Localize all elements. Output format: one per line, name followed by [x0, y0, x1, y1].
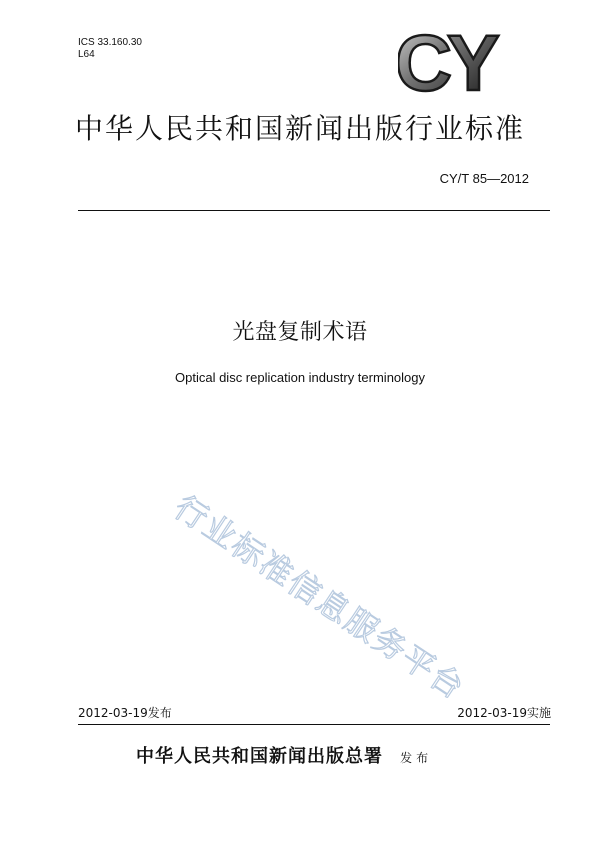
document-title-en: Optical disc replication industry terminology — [175, 370, 425, 385]
standard-title: 中华人民共和国新闻出版行业标准 — [75, 112, 526, 145]
issuer-line — [136, 745, 432, 770]
classification-block — [78, 37, 142, 61]
issuer-action: 发布 — [400, 751, 433, 765]
bottom-divider — [78, 724, 550, 725]
issuer-name: 中华人民共和国新闻出版总署 — [136, 746, 383, 767]
classification-code: L64 — [78, 49, 95, 60]
top-divider — [78, 210, 550, 211]
publish-date: 2012-03-19发布 — [78, 706, 172, 720]
watermark — [167, 487, 508, 708]
standard-code: CY/T 85—2012 — [439, 171, 529, 186]
ics-code: ICS 33.160.30 — [78, 37, 142, 48]
document-title-cn: 光盘复制术语 — [232, 320, 368, 345]
logo-text: CY — [398, 28, 495, 96]
implementation-date: 2012-03-19实施 — [457, 706, 551, 720]
cy-logo — [398, 28, 516, 96]
watermark-text: 行业标准信息服务平台 — [167, 487, 473, 708]
